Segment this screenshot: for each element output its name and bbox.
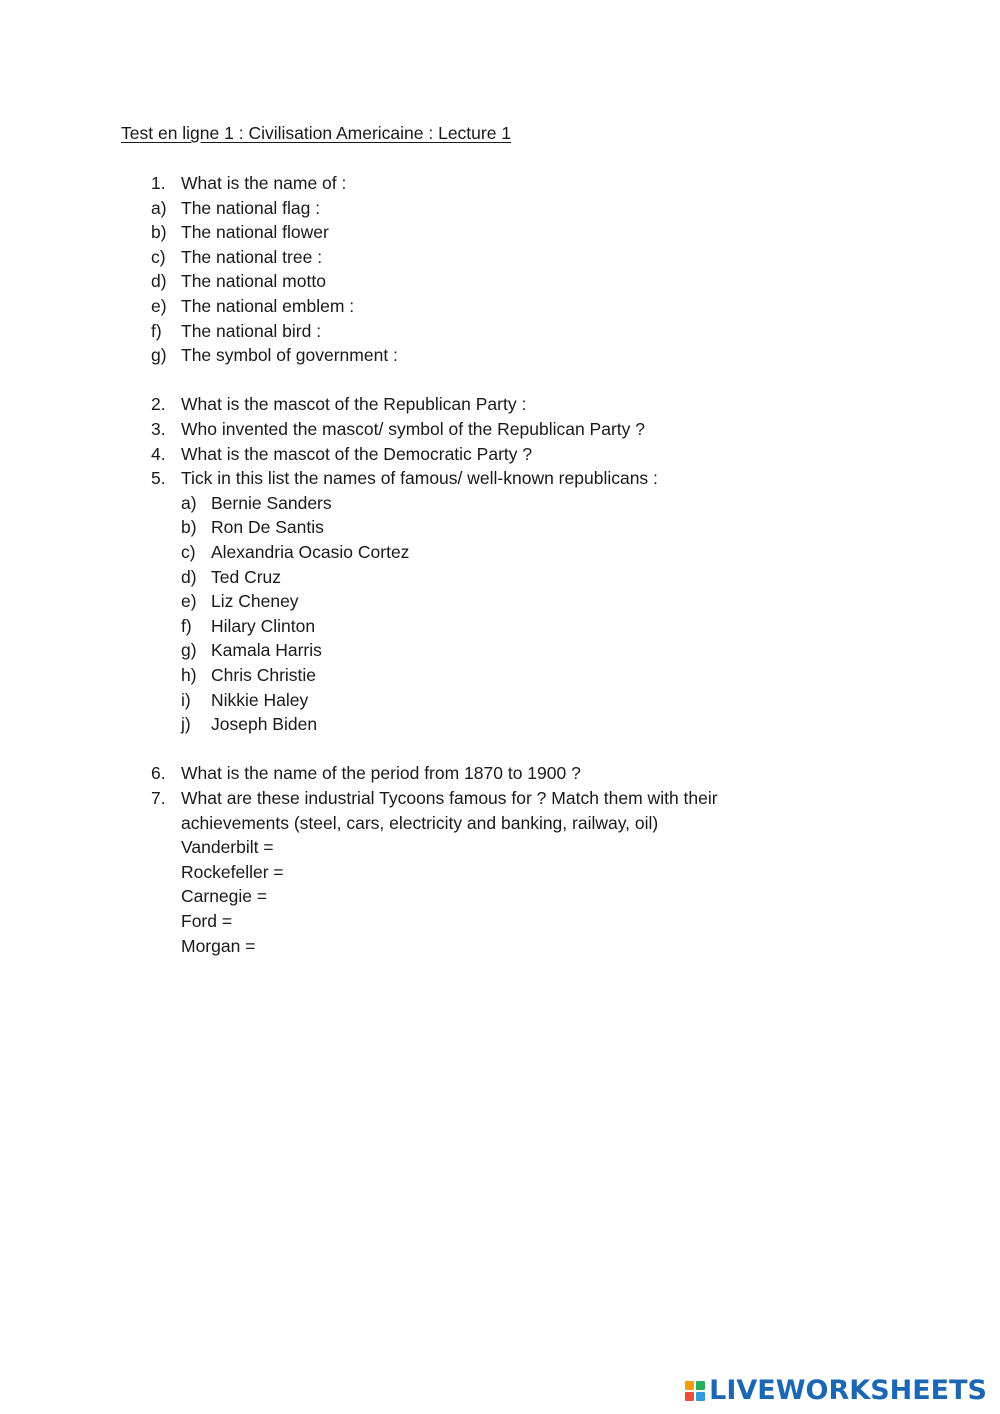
item-label: g): [181, 640, 197, 661]
question-number: 4.: [151, 443, 166, 464]
item-text: The national emblem :: [181, 296, 355, 316]
brand-name: LIVEWORKSHEETS: [709, 1375, 987, 1406]
item-label: f): [181, 615, 192, 636]
item-label: a): [151, 197, 167, 218]
item-text: Chris Christie: [211, 665, 317, 685]
item-text: Nikkie Haley: [211, 689, 309, 710]
tycoon-answer-line: Ford =: [181, 911, 233, 931]
item-label: d): [151, 271, 167, 292]
item-text: Liz Cheney: [211, 591, 299, 612]
item-text: The national bird :: [181, 320, 322, 341]
item-text: Kamala Harris: [211, 640, 322, 661]
item-label: b): [151, 222, 167, 243]
item-label: b): [181, 517, 197, 538]
question-number: 2.: [151, 394, 166, 415]
question-text: Tick in this list the names of famous/ well-known republicans :: [181, 468, 658, 489]
liveworksheets-logo-icon: [685, 1381, 705, 1401]
item-label: e): [181, 591, 197, 612]
item-text: The national motto: [181, 271, 326, 292]
question-number: 6.: [151, 763, 166, 784]
item-label: c): [151, 246, 166, 267]
question-text: What are these industrial Tycoons famous for ? Match them with their: [181, 788, 718, 808]
question-text: What is the mascot of the Republican Party :: [181, 394, 527, 415]
item-text: Bernie Sanders: [211, 492, 332, 513]
question-number: 7.: [151, 788, 166, 808]
tycoon-answer-line: Morgan =: [181, 935, 256, 956]
item-label: a): [181, 492, 197, 513]
tycoon-answer-line: Vanderbilt =: [181, 837, 274, 858]
item-text: Alexandria Ocasio Cortez: [211, 542, 410, 562]
question-text: What is the mascot of the Democratic Party ?: [181, 443, 533, 464]
question-number: 3.: [151, 419, 166, 439]
item-text: Hilary Clinton: [211, 615, 316, 636]
question-text: What is the name of the period from 1870 to 1900 ?: [181, 763, 581, 784]
item-label: i): [181, 689, 191, 710]
item-label: g): [151, 345, 167, 366]
item-label: h): [181, 665, 197, 685]
question-number: 1.: [151, 173, 166, 193]
item-label: j): [181, 714, 191, 735]
item-text: Ted Cruz: [211, 566, 282, 587]
item-label: e): [151, 296, 167, 316]
item-text: The national flower: [181, 222, 329, 243]
tycoon-answer-line: Rockefeller =: [181, 861, 284, 882]
item-label: f): [151, 320, 162, 341]
question-number: 5.: [151, 468, 166, 489]
question-text: What is the name of :: [181, 173, 347, 193]
liveworksheets-branding: [685, 1376, 987, 1406]
question-text-continued: achievements (steel, cars, electricity and banking, railway, oil): [181, 812, 659, 833]
document-title: Test en ligne 1 : Civilisation Americaine : Lecture 1: [121, 123, 512, 143]
item-text: The national flag :: [181, 197, 321, 218]
item-label: c): [181, 542, 196, 562]
item-text: Ron De Santis: [211, 517, 324, 538]
item-label: d): [181, 566, 197, 587]
question-text: Who invented the mascot/ symbol of the Republican Party ?: [181, 419, 645, 439]
item-text: Joseph Biden: [211, 714, 318, 735]
item-text: The national tree :: [181, 246, 323, 267]
item-text: The symbol of government :: [181, 345, 398, 366]
tycoon-answer-line: Carnegie =: [181, 886, 268, 907]
